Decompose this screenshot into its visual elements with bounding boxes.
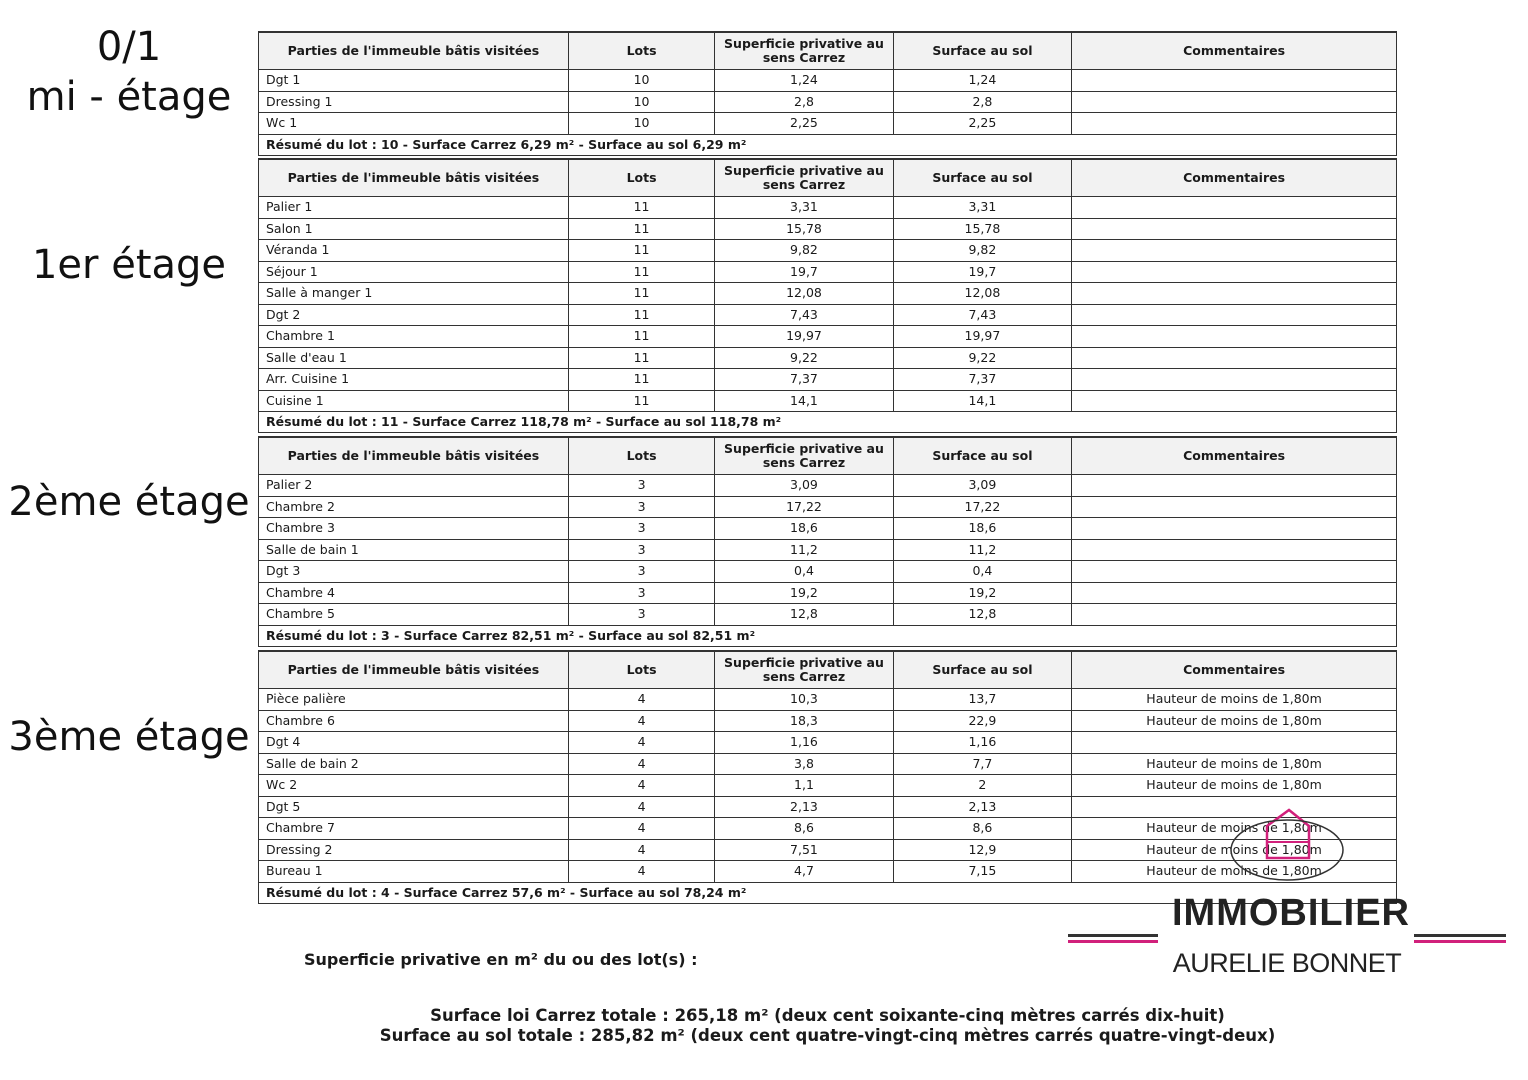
cell-room-name: Chambre 5	[259, 604, 569, 626]
header-name: Parties de l'immeuble bâtis visitées	[259, 651, 569, 689]
cell-surface-sol: 2,8	[893, 91, 1071, 113]
cell-surface-sol: 2,25	[893, 113, 1071, 135]
cell-carrez: 1,16	[715, 732, 893, 754]
cell-lot: 11	[568, 304, 714, 326]
cell-surface-sol: 19,7	[893, 261, 1071, 283]
cell-carrez: 19,2	[715, 582, 893, 604]
cell-room-name: Salon 1	[259, 218, 569, 240]
cell-surface-sol: 2	[893, 775, 1071, 797]
cell-lot: 3	[568, 561, 714, 583]
cell-surface-sol: 19,2	[893, 582, 1071, 604]
cell-room-name: Cuisine 1	[259, 390, 569, 412]
cell-surface-sol: 3,09	[893, 475, 1071, 497]
cell-room-name: Salle d'eau 1	[259, 347, 569, 369]
lot-table-3	[258, 436, 1397, 647]
cell-carrez: 12,08	[715, 283, 893, 305]
floor-label-1: 1er étage	[31, 242, 227, 288]
header-lots: Lots	[568, 651, 714, 689]
cell-surface-sol: 18,6	[893, 518, 1071, 540]
cell-surface-sol: 7,43	[893, 304, 1071, 326]
table-row	[259, 518, 1397, 540]
cell-surface-sol: 1,24	[893, 70, 1071, 92]
cell-lot: 11	[568, 347, 714, 369]
cell-lot: 3	[568, 604, 714, 626]
table-row	[259, 753, 1397, 775]
cell-comment	[1072, 496, 1397, 518]
cell-surface-sol: 13,7	[893, 689, 1071, 711]
table-row	[259, 304, 1397, 326]
cell-surface-sol: 7,15	[893, 861, 1071, 883]
cell-room-name: Wc 1	[259, 113, 569, 135]
cell-carrez: 9,82	[715, 240, 893, 262]
logo-main-text: IMMOBILIER	[1172, 892, 1410, 934]
cell-surface-sol: 7,37	[893, 369, 1071, 391]
table-row	[259, 369, 1397, 391]
cell-room-name: Dgt 1	[259, 70, 569, 92]
header-comments: Commentaires	[1072, 32, 1397, 70]
logo-sub-text: AURELIE BONNET	[1172, 948, 1402, 978]
cell-comment	[1072, 561, 1397, 583]
cell-surface-sol: 15,78	[893, 218, 1071, 240]
cell-room-name: Véranda 1	[259, 240, 569, 262]
cell-room-name: Dressing 1	[259, 91, 569, 113]
cell-comment: Hauteur de moins de 1,80m	[1072, 818, 1397, 840]
cell-room-name: Chambre 3	[259, 518, 569, 540]
lot-summary: Résumé du lot : 10 - Surface Carrez 6,29 m² - Surface au sol 6,29 m²	[259, 134, 1397, 155]
cell-carrez: 3,31	[715, 197, 893, 219]
cell-surface-sol: 1,16	[893, 732, 1071, 754]
cell-comment	[1072, 732, 1397, 754]
cell-lot: 4	[568, 710, 714, 732]
total-sol: Surface au sol totale : 285,82 m² (deux cent quatre-vingt-cinq mètres carrés quatre-vingt-deux)	[379, 1026, 1276, 1045]
cell-surface-sol: 17,22	[893, 496, 1071, 518]
logo-rule-right-accent	[1414, 940, 1506, 943]
cell-room-name: Bureau 1	[259, 861, 569, 883]
cell-surface-sol: 9,22	[893, 347, 1071, 369]
cell-comment	[1072, 197, 1397, 219]
cell-lot: 4	[568, 796, 714, 818]
cell-carrez: 18,6	[715, 518, 893, 540]
cell-lot: 11	[568, 197, 714, 219]
table-row	[259, 539, 1397, 561]
cell-carrez: 1,24	[715, 70, 893, 92]
cell-lot: 11	[568, 240, 714, 262]
cell-comment	[1072, 604, 1397, 626]
cell-lot: 11	[568, 261, 714, 283]
house-logo-icon	[1227, 806, 1347, 886]
cell-lot: 3	[568, 539, 714, 561]
table-row	[259, 475, 1397, 497]
table-row	[259, 70, 1397, 92]
cell-surface-sol: 9,82	[893, 240, 1071, 262]
cell-comment	[1072, 369, 1397, 391]
cell-surface-sol: 19,97	[893, 326, 1071, 348]
header-comments: Commentaires	[1072, 159, 1397, 197]
table-row	[259, 113, 1397, 135]
cell-lot: 11	[568, 283, 714, 305]
cell-surface-sol: 14,1	[893, 390, 1071, 412]
header-comments: Commentaires	[1072, 651, 1397, 689]
cell-carrez: 12,8	[715, 604, 893, 626]
header-carrez: Superficie privative au sens Carrez	[715, 159, 893, 197]
cell-carrez: 7,43	[715, 304, 893, 326]
header-sol: Surface au sol	[893, 437, 1071, 475]
cell-comment	[1072, 304, 1397, 326]
cell-comment: Hauteur de moins de 1,80m	[1072, 839, 1397, 861]
cell-lot: 4	[568, 839, 714, 861]
cell-carrez: 19,97	[715, 326, 893, 348]
table-row	[259, 732, 1397, 754]
cell-comment	[1072, 390, 1397, 412]
header-name: Parties de l'immeuble bâtis visitées	[259, 437, 569, 475]
cell-surface-sol: 2,13	[893, 796, 1071, 818]
logo-rule-right	[1414, 934, 1506, 937]
cell-room-name: Salle de bain 1	[259, 539, 569, 561]
cell-room-name: Dressing 2	[259, 839, 569, 861]
cell-surface-sol: 11,2	[893, 539, 1071, 561]
cell-carrez: 2,25	[715, 113, 893, 135]
lot-summary-row	[259, 134, 1397, 155]
cell-surface-sol: 8,6	[893, 818, 1071, 840]
cell-comment	[1072, 91, 1397, 113]
cell-comment: Hauteur de moins de 1,80m	[1072, 710, 1397, 732]
cell-carrez: 15,78	[715, 218, 893, 240]
cell-carrez: 19,7	[715, 261, 893, 283]
cell-lot: 3	[568, 518, 714, 540]
cell-comment	[1072, 475, 1397, 497]
cell-carrez: 3,8	[715, 753, 893, 775]
header-lots: Lots	[568, 159, 714, 197]
lot-table-11	[258, 158, 1397, 433]
cell-carrez: 0,4	[715, 561, 893, 583]
totals-subtitle: Superficie privative en m² du ou des lot(s) :	[304, 950, 698, 969]
cell-surface-sol: 12,08	[893, 283, 1071, 305]
cell-surface-sol: 12,8	[893, 604, 1071, 626]
floor-label-mezzanine	[0, 22, 258, 122]
cell-lot: 10	[568, 113, 714, 135]
cell-lot: 4	[568, 732, 714, 754]
cell-room-name: Palier 1	[259, 197, 569, 219]
cell-room-name: Chambre 6	[259, 710, 569, 732]
cell-comment	[1072, 518, 1397, 540]
cell-room-name: Salle à manger 1	[259, 283, 569, 305]
cell-comment	[1072, 113, 1397, 135]
header-name: Parties de l'immeuble bâtis visitées	[259, 32, 569, 70]
cell-carrez: 2,8	[715, 91, 893, 113]
cell-room-name: Chambre 1	[259, 326, 569, 348]
cell-surface-sol: 3,31	[893, 197, 1071, 219]
header-carrez: Superficie privative au sens Carrez	[715, 651, 893, 689]
cell-carrez: 14,1	[715, 390, 893, 412]
cell-lot: 10	[568, 91, 714, 113]
cell-lot: 4	[568, 753, 714, 775]
header-sol: Surface au sol	[893, 651, 1071, 689]
table-row	[259, 283, 1397, 305]
cell-carrez: 18,3	[715, 710, 893, 732]
cell-comment	[1072, 582, 1397, 604]
floor-label-2: 2ème étage	[8, 479, 250, 525]
table-row	[259, 689, 1397, 711]
lot-summary: Résumé du lot : 4 - Surface Carrez 57,6 m² - Surface au sol 78,24 m²	[259, 882, 1397, 903]
cell-carrez: 7,51	[715, 839, 893, 861]
cell-carrez: 4,7	[715, 861, 893, 883]
cell-comment	[1072, 326, 1397, 348]
header-sol: Surface au sol	[893, 159, 1071, 197]
lot-table-10	[258, 31, 1397, 156]
cell-carrez: 9,22	[715, 347, 893, 369]
table-row	[259, 496, 1397, 518]
table-row	[259, 240, 1397, 262]
cell-lot: 3	[568, 582, 714, 604]
agency-logo	[1062, 806, 1512, 986]
cell-lot: 4	[568, 689, 714, 711]
lot-summary: Résumé du lot : 11 - Surface Carrez 118,78 m² - Surface au sol 118,78 m²	[259, 412, 1397, 433]
cell-carrez: 7,37	[715, 369, 893, 391]
floor-label-3: 3ème étage	[8, 714, 250, 760]
table-row	[259, 197, 1397, 219]
cell-lot: 11	[568, 326, 714, 348]
cell-carrez: 8,6	[715, 818, 893, 840]
header-carrez: Superficie privative au sens Carrez	[715, 437, 893, 475]
cell-room-name: Salle de bain 2	[259, 753, 569, 775]
header-lots: Lots	[568, 437, 714, 475]
cell-lot: 4	[568, 861, 714, 883]
cell-comment: Hauteur de moins de 1,80m	[1072, 861, 1397, 883]
cell-comment	[1072, 283, 1397, 305]
cell-room-name: Dgt 2	[259, 304, 569, 326]
cell-room-name: Chambre 2	[259, 496, 569, 518]
cell-lot: 11	[568, 369, 714, 391]
cell-comment	[1072, 240, 1397, 262]
cell-lot: 4	[568, 818, 714, 840]
cell-room-name: Chambre 4	[259, 582, 569, 604]
table-row	[259, 582, 1397, 604]
logo-rule-left	[1068, 934, 1158, 937]
cell-room-name: Arr. Cuisine 1	[259, 369, 569, 391]
table-row	[259, 218, 1397, 240]
table-row	[259, 347, 1397, 369]
cell-comment: Hauteur de moins de 1,80m	[1072, 775, 1397, 797]
header-lots: Lots	[568, 32, 714, 70]
cell-comment	[1072, 347, 1397, 369]
logo-rule-left-accent	[1068, 940, 1158, 943]
cell-surface-sol: 7,7	[893, 753, 1071, 775]
cell-carrez: 2,13	[715, 796, 893, 818]
cell-room-name: Dgt 4	[259, 732, 569, 754]
table-row	[259, 261, 1397, 283]
cell-room-name: Séjour 1	[259, 261, 569, 283]
floor-label-line1: 0/1	[96, 24, 162, 70]
cell-lot: 11	[568, 218, 714, 240]
cell-room-name: Chambre 7	[259, 818, 569, 840]
cell-carrez: 1,1	[715, 775, 893, 797]
cell-comment: Hauteur de moins de 1,80m	[1072, 753, 1397, 775]
cell-surface-sol: 12,9	[893, 839, 1071, 861]
table-row	[259, 390, 1397, 412]
floor-label-line2: mi - étage	[26, 74, 232, 120]
header-name: Parties de l'immeuble bâtis visitées	[259, 159, 569, 197]
cell-surface-sol: 0,4	[893, 561, 1071, 583]
table-row	[259, 775, 1397, 797]
lot-summary-row	[259, 412, 1397, 433]
table-row	[259, 561, 1397, 583]
cell-room-name: Dgt 5	[259, 796, 569, 818]
lot-summary: Résumé du lot : 3 - Surface Carrez 82,51 m² - Surface au sol 82,51 m²	[259, 625, 1397, 646]
cell-room-name: Wc 2	[259, 775, 569, 797]
cell-comment	[1072, 218, 1397, 240]
cell-lot: 4	[568, 775, 714, 797]
table-row	[259, 326, 1397, 348]
cell-carrez: 3,09	[715, 475, 893, 497]
header-sol: Surface au sol	[893, 32, 1071, 70]
header-comments: Commentaires	[1072, 437, 1397, 475]
cell-surface-sol: 22,9	[893, 710, 1071, 732]
cell-lot: 10	[568, 70, 714, 92]
cell-comment: Hauteur de moins de 1,80m	[1072, 689, 1397, 711]
cell-room-name: Dgt 3	[259, 561, 569, 583]
cell-lot: 3	[568, 496, 714, 518]
cell-comment	[1072, 539, 1397, 561]
cell-lot: 11	[568, 390, 714, 412]
total-carrez: Surface loi Carrez totale : 265,18 m² (deux cent soixante-cinq mètres carrés dix-huit)	[430, 1006, 1225, 1025]
cell-carrez: 17,22	[715, 496, 893, 518]
lot-summary-row	[259, 625, 1397, 646]
cell-lot: 3	[568, 475, 714, 497]
table-row	[259, 604, 1397, 626]
cell-carrez: 10,3	[715, 689, 893, 711]
cell-room-name: Palier 2	[259, 475, 569, 497]
cell-comment	[1072, 261, 1397, 283]
header-carrez: Superficie privative au sens Carrez	[715, 32, 893, 70]
cell-room-name: Pièce palière	[259, 689, 569, 711]
table-row	[259, 710, 1397, 732]
cell-comment	[1072, 70, 1397, 92]
table-row	[259, 91, 1397, 113]
cell-carrez: 11,2	[715, 539, 893, 561]
